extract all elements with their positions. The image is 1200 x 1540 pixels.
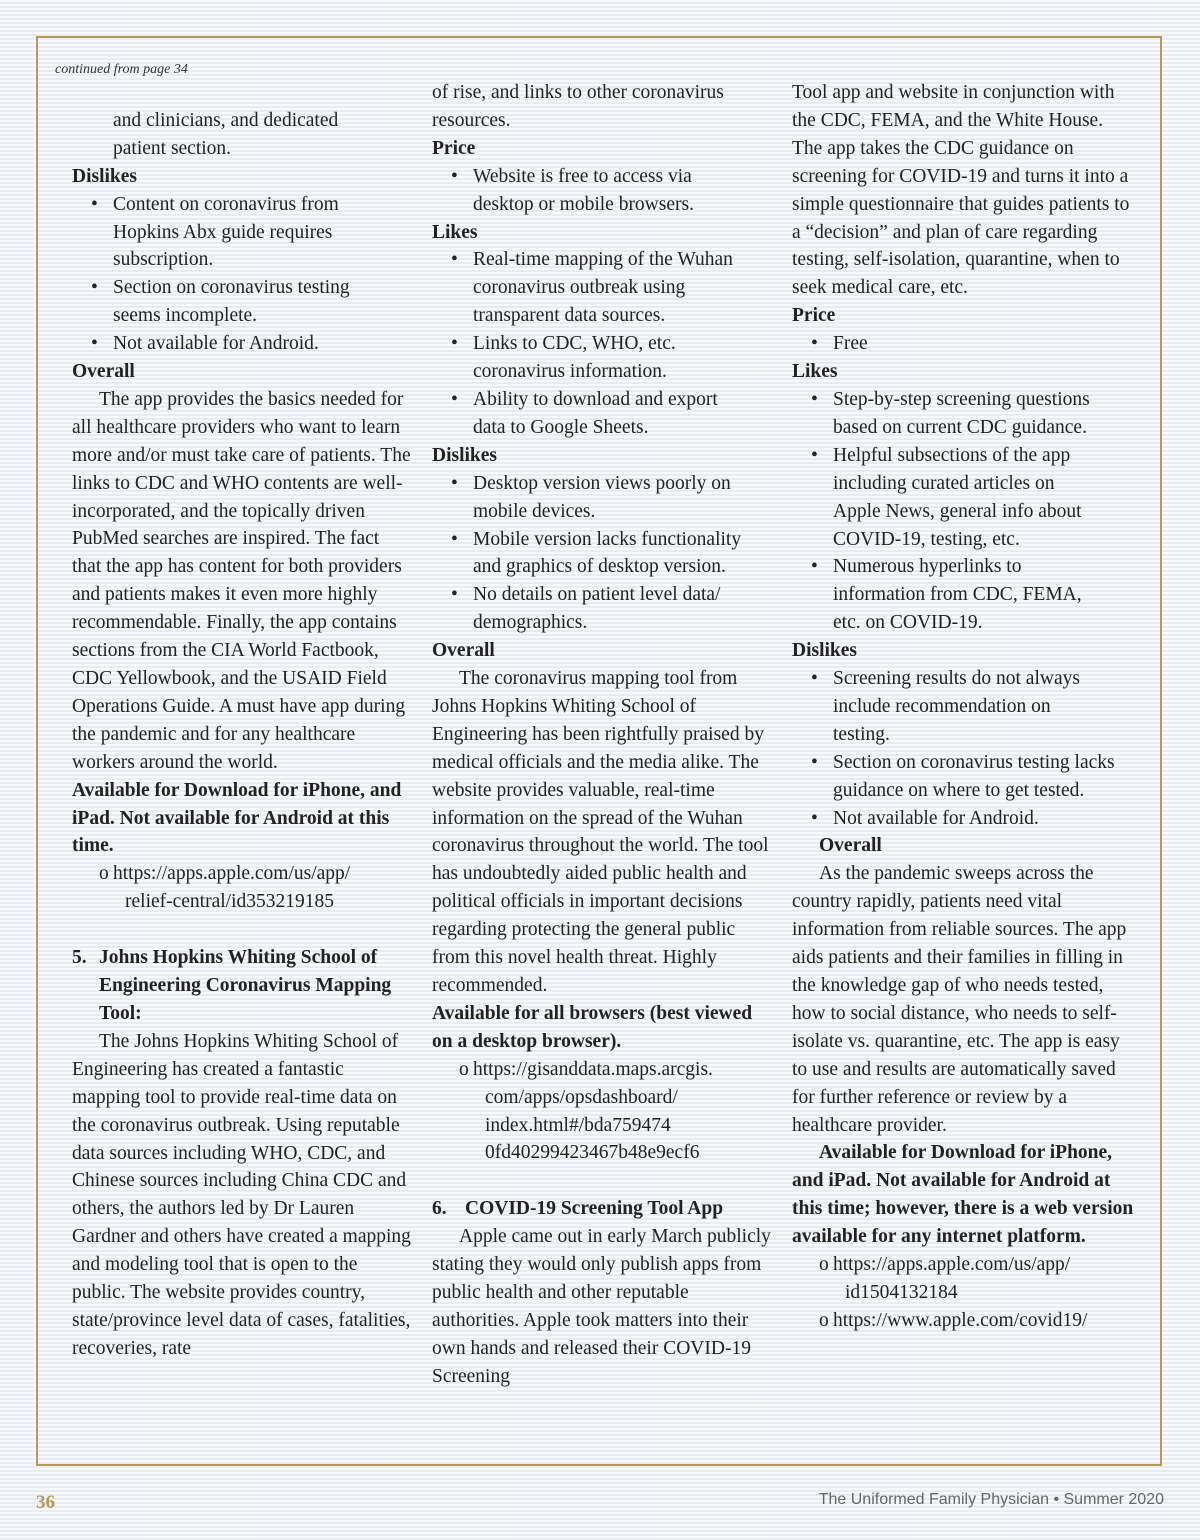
list-item: • Numerous hyperlinks to information from CDC, FEMA, etc. on COVID-19. [792, 553, 1137, 637]
list-item: • Real-time mapping of the Wuhan coronavirus outbreak using transparent data sources. [432, 246, 772, 330]
bullet: • [451, 388, 458, 410]
url-marker: o [459, 1058, 469, 1080]
page-number: 36 [36, 1492, 55, 1513]
spacer [432, 1167, 772, 1195]
section-6-heading: 6. COVID-19 Screening Tool App [432, 1198, 724, 1220]
bullet: • [451, 333, 458, 355]
overall-paragraph: As the pandemic sweeps across the country rapidly, patients need vital information from reliable sources. The app aids patients and their families in filling in the knowledge gap of who needs tested, how to social distance, who needs to self-isolate vs. quarantine, etc. The app is easy to use and results are automatically saved for further reference or review by a healthcare provider. [792, 863, 1127, 1136]
list-item: • Step-by-step screening questions based on current CDC guidance. [792, 386, 1137, 442]
availability-note: Available for all browsers (best viewed on a desktop browser). [432, 1002, 753, 1052]
overall-paragraph: The coronavirus mapping tool from Johns Hopkins Whiting School of Engineering has been rightfully praised by medical officials and the media alike. The website provides valuable, real-time information on the spread of the Wuhan coronavirus throughout the world. The tool has undoubtedly aided public health and political officials in important decisions regarding protecting the general public from this novel health threat. Highly recommended. [432, 668, 769, 996]
list-item: • Section on coronavirus testing seems incomplete. [72, 274, 412, 330]
continued-note: continued from page 34 [55, 62, 188, 77]
list-item: • Ability to download and export data to Google Sheets. [432, 386, 772, 442]
url-marker: o [99, 863, 109, 885]
intro-continuation: and clinicians, and dedicated patient section. [113, 109, 339, 159]
column-1 [72, 79, 412, 1363]
bullet: • [811, 751, 818, 773]
section-5-heading: 5. Johns Hopkins Whiting School of Engineering Coronavirus Mapping Tool: [72, 947, 392, 1024]
continuation-paragraph: of rise, and links to other coronavirus resources. [432, 82, 724, 131]
bullet: • [451, 528, 458, 550]
availability-note: Available for Download for iPhone, and iPad. Not available for Android at this time; however, there is a web version available for any internet platform. [792, 1142, 1134, 1248]
list-item: • Section on coronavirus testing lacks guidance on where to get tested. [792, 749, 1137, 805]
list-item: • Screening results do not always include recommendation on testing. [792, 665, 1137, 749]
price-heading: Price [432, 137, 476, 159]
url-marker: o [819, 1254, 829, 1276]
dislikes-heading: Dislikes [72, 165, 138, 187]
url-link[interactable]: o https://apps.apple.com/us/app/ id1504132184 [792, 1251, 1137, 1307]
list-item: • Website is free to access via desktop or mobile browsers. [432, 163, 772, 219]
list-item: • Free [792, 330, 1137, 358]
url-link[interactable]: o https://www.apple.com/covid19/ [792, 1307, 1137, 1335]
bullet: • [451, 165, 458, 187]
bullet: • [451, 249, 458, 271]
bullet: • [451, 584, 458, 606]
overall-paragraph: The app provides the basics needed for all healthcare providers who want to learn more and/or must take care of patients. The links to CDC and WHO contents are well-incorporated, and the topically driven PubMed searches are inspired. The fact that the app has content for both providers and patients makes it even more highly recommendable. Finally, the app contains sections from the CIA World Factbook, CDC Yellowbook, and the USAID Field Operations Guide. A must have app during the pandemic and for any healthcare workers around the world. [72, 388, 411, 773]
list-item: • Content on coronavirus from Hopkins Abx guide requires subscription. [72, 191, 412, 275]
overall-heading: Overall [819, 835, 882, 857]
list-item: • Desktop version views poorly on mobile devices. [432, 470, 772, 526]
bullet: • [811, 807, 818, 829]
likes-heading: Likes [792, 361, 838, 383]
bullet: • [811, 668, 818, 690]
spacer [72, 79, 412, 107]
bullet: • [91, 193, 98, 215]
bullet: • [811, 444, 818, 466]
overall-heading: Overall [72, 361, 135, 383]
list-item: • Not available for Android. [72, 330, 412, 358]
bullet: • [811, 556, 818, 578]
list-item: • Links to CDC, WHO, etc. coronavirus information. [432, 330, 772, 386]
section-5-paragraph: The Johns Hopkins Whiting School of Engineering has created a fantastic mapping tool to provide real-time data on the coronavirus outbreak. Using reputable data sources including WHO, CDC, and Chinese sources including China CDC and others, the authors led by Dr Lauren Gardner and others have created a mapping and modeling tool that is open to the public. The website provides country, state/province level data of cases, fatalities, recoveries, rate [72, 1030, 411, 1359]
bullet: • [811, 333, 818, 355]
dislikes-heading: Dislikes [792, 640, 858, 662]
column-2 [432, 79, 772, 1391]
dislikes-heading: Dislikes [432, 444, 498, 466]
column-3 [792, 79, 1137, 1335]
bullet: • [91, 333, 98, 355]
list-item: • Not available for Android. [792, 805, 1137, 833]
bullet: • [811, 388, 818, 410]
list-item: • Mobile version lacks functionality and graphics of desktop version. [432, 526, 772, 582]
spacer [72, 916, 412, 944]
list-item: • Helpful subsections of the app including curated articles on Apple News, general info about COVID-19, testing, etc. [792, 442, 1137, 554]
overall-heading: Overall [432, 640, 495, 662]
url-link[interactable]: o https://apps.apple.com/us/app/ relief-central/id353219185 [72, 860, 412, 916]
section-6-paragraph: Apple came out in early March publicly stating they would only publish apps from public health and other reputable authorities. Apple took matters into their own hands and released their COVID-19 Screening [432, 1226, 771, 1387]
bullet: • [91, 277, 98, 299]
url-marker: o [819, 1309, 829, 1331]
likes-heading: Likes [432, 221, 478, 243]
journal-title: The Uniformed Family Physician • Summer 2020 [818, 1491, 1164, 1508]
bullet: • [451, 472, 458, 494]
list-item: • No details on patient level data/ demographics. [432, 581, 772, 637]
url-link[interactable]: o https://gisanddata.maps.arcgis. com/apps/opsdashboard/ index.html#/bda759474 0fd40299423467b48e9ecf6 [432, 1056, 772, 1168]
continuation-paragraph: Tool app and website in conjunction with the CDC, FEMA, and the White House. The app takes the CDC guidance on screening for COVID-19 and turns it into a simple questionnaire that guides patients to a “decision” and plan of care regarding testing, self-isolation, quarantine, when to seek medical care, etc. [792, 82, 1130, 299]
availability-note: Available for Download for iPhone, and iPad. Not available for Android at this time. [72, 779, 402, 857]
price-heading: Price [792, 305, 836, 327]
